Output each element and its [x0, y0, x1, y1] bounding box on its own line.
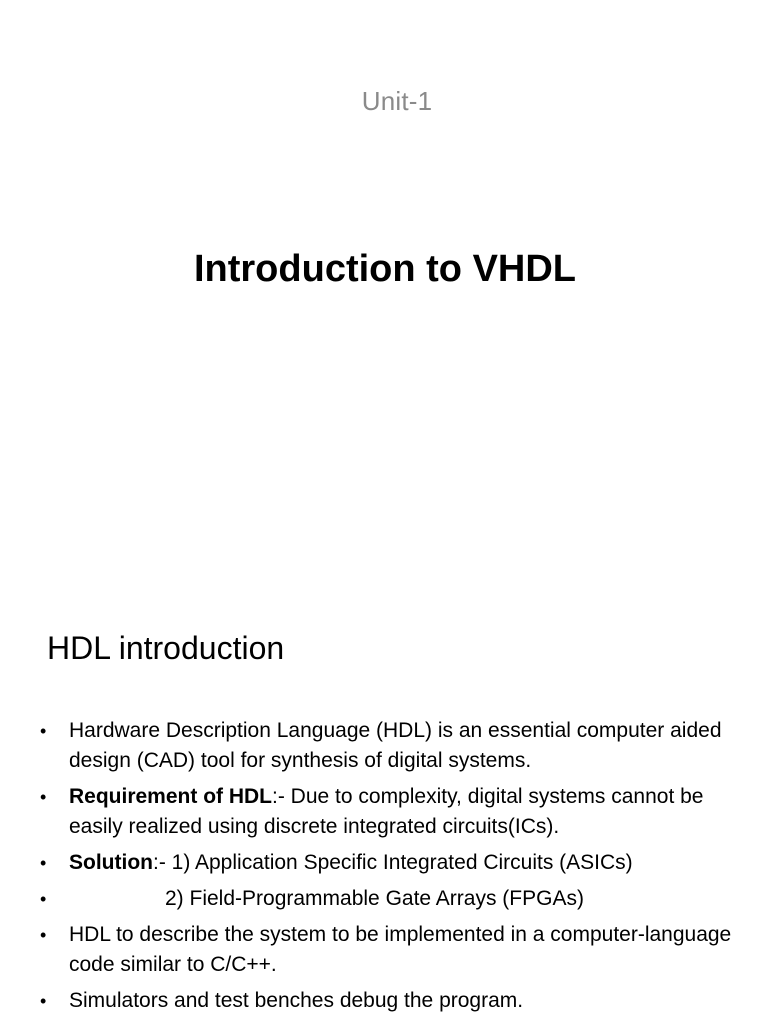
bullet-bold-label: Requirement of HDL — [69, 785, 273, 808]
bullet-item — [38, 884, 738, 914]
bullet-icon: • — [40, 991, 47, 1011]
bullet-text: Simulators and test benches debug the program. — [69, 989, 524, 1012]
bullet-text: :- 1) Application Specific Integrated Circuits (ASICs) — [152, 851, 633, 874]
slide-title: Introduction to VHDL — [193, 248, 577, 290]
bullet-item — [38, 716, 738, 776]
bullet-text: Hardware Description Language (HDL) is an essential computer aided design (CAD) tool for synthesis of digital systems. — [69, 719, 722, 772]
section-heading: HDL introduction — [47, 630, 285, 666]
bullet-icon: • — [40, 925, 47, 945]
bullet-icon: • — [40, 853, 47, 873]
unit-subtitle: Unit-1 — [361, 86, 433, 116]
bullet-bold-label: Solution — [69, 851, 153, 874]
bullet-item — [38, 782, 738, 842]
bullet-item — [38, 848, 738, 878]
bullet-item — [38, 986, 738, 1016]
bullet-text: 2) Field-Programmable Gate Arrays (FPGAs) — [165, 887, 584, 910]
content-slide — [0, 576, 768, 1024]
bullet-icon: • — [40, 889, 47, 909]
bullet-list — [38, 716, 738, 1022]
bullet-icon: • — [40, 721, 47, 741]
bullet-item — [38, 920, 738, 980]
bullet-text: :- Due to complexity, digital systems cannot be easily realized using discrete integrated circuits(ICs). — [69, 785, 704, 838]
bullet-text: HDL to describe the system to be implemented in a computer-language code similar to C/C++. — [69, 923, 732, 976]
bullet-icon: • — [40, 787, 47, 807]
